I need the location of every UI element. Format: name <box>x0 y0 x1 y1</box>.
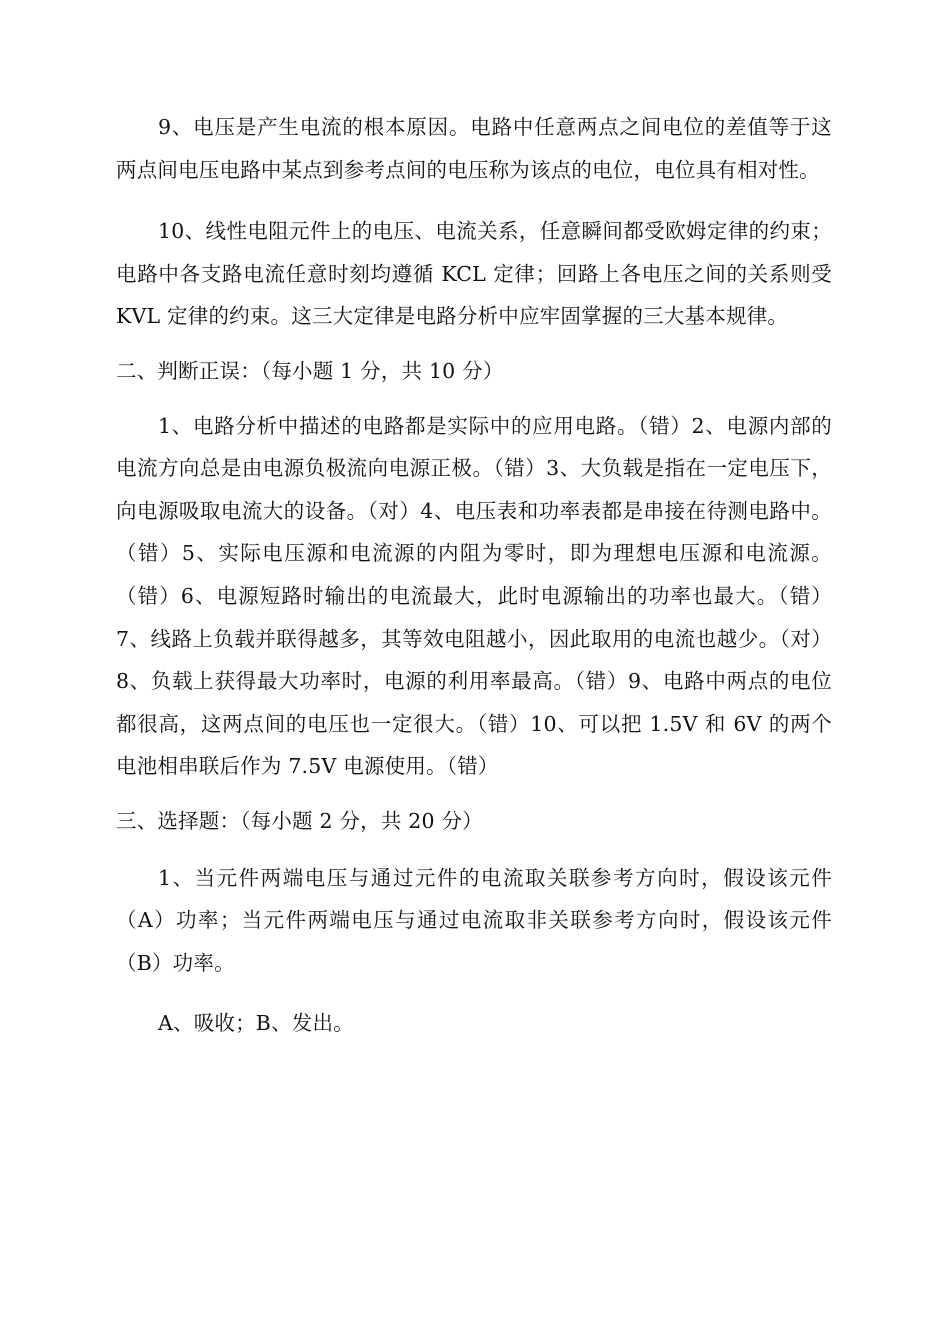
section-heading-multiple-choice: 三、选择题：（每小题 2 分，共 20 分） <box>116 808 483 833</box>
paragraph-item-9: 9、电压是产生电流的根本原因。电路中任意两点之间电位的差值等于这两点间电压电路中某点到参考点间的电压称为该点的电位，电位具有相对性。 <box>116 115 832 182</box>
paragraph-item-10: 10、线性电阻元件上的电压、电流关系，任意瞬间都受欧姆定律的约束；电路中各支路电流任意时刻均遵循 KCL 定律；回路上各电压之间的关系则受 KVL 定律的约束。这三大定律是电路分析中应牢固掌握的三大基本规律。 <box>116 219 832 329</box>
document-page <box>116 106 832 1045</box>
section-heading-true-false: 二、判断正误：（每小题 1 分，共 10 分） <box>116 358 504 383</box>
paragraph-true-false-questions: 1、电路分析中描述的电路都是实际中的应用电路。（错）2、电源内部的电流方向总是由电源负极流向电源正极。（错）3、大负载是指在一定电压下，向电源吸取电流大的设备。（对）4、电压表和功率表都是串接在待测电路中。（错）5、实际电压源和电流源的内阻为零时，即为理想电压源和电流源。（错）6、电源短路时输出的电流最大，此时电源输出的功率也最大。（错）7、线路上负载并联得越多，其等效电阻越小，因此取用的电流也越少。（对）8、负载上获得最大功率时，电源的利用率最高。（错）9、电路中两点的电位都很高，这两点间的电压也一定很大。（错）10、可以把 1.5V 和 6V 的两个电池相串联后作为 7.5V 电源使用。（错） <box>116 413 832 779</box>
paragraph-choice-options: A、吸收；B、发出。 <box>158 1011 354 1036</box>
paragraph-choice-question-1: 1、当元件两端电压与通过元件的电流取关联参考方向时，假设该元件（A）功率；当元件两端电压与通过电流取非关联参考方向时，假设该元件（B）功率。 <box>116 865 832 975</box>
